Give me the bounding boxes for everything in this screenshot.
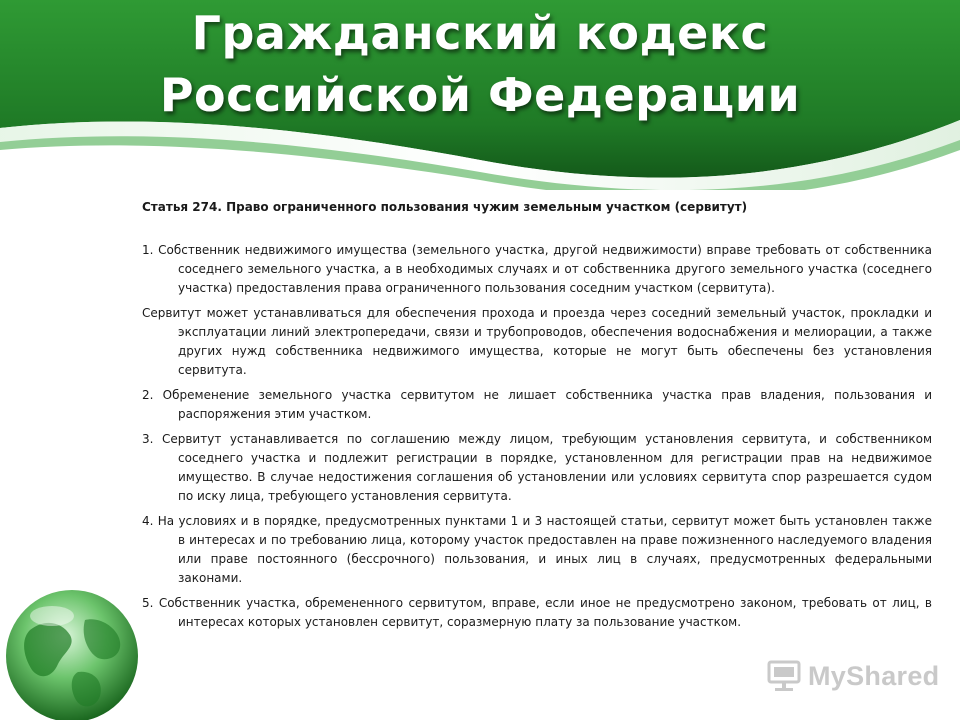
page-title [0,2,960,126]
title-line-2: Российской Федерации [159,68,801,122]
article-paragraph-4: 3. Сервитут устанавливается по соглашению между лицом, требующим установления сервитута, и собственником соседнего участка и подлежит регистрации в порядке, установленном для регистрации прав на недвижимое имущество. В случае недостижения соглашения об установлении или условиях сервитута спор разрешается судом по иску лица, требующего установления сервитута. [142,432,932,503]
article-paragraph-3: 2. Обременение земельного участка сервитутом не лишает собственника участка прав владения, пользования и распоряжения этим участком. [142,388,932,421]
globe-icon [0,580,150,720]
presentation-board-icon [766,658,802,694]
logo-text: MyShared [808,660,940,691]
myshared-logo [766,656,939,696]
article-paragraph-6: 5. Собственник участка, обремененного сервитутом, вправе, если иное не предусмотрено законом, требовать от лиц, в интересах которых установлен сервитут, соразмерную плату за пользование участком. [142,596,932,629]
article-paragraph-2: Сервитут может устанавливаться для обеспечения прохода и проезда через соседний земельный участок, прокладки и эксплуатации линий электропередачи, связи и трубопроводов, обеспечения водоснабжения и мелиорации, а также других нужд собственника недвижимого имущества, которые не могут быть обеспечены без установления сервитута. [142,306,932,377]
title-line-1: Гражданский кодекс [191,6,769,60]
article-paragraph-5: 4. На условиях и в порядке, предусмотренных пунктами 1 и 3 настоящей статьи, сервитут может быть установлен также в интересах и по требованию лица, которому участок предоставлен на праве пожизненного наследуемого владения или праве постоянного (бессрочного) пользования, и иных лиц в случаях, предусмотренных федеральными законами. [142,514,932,585]
article-heading: Статья 274. Право ограниченного пользования чужим земельным участком (сервитут) [142,200,748,214]
article-body [142,198,932,638]
article-paragraph-1: 1. Собственник недвижимого имущества (земельного участка, другой недвижимости) вправе требовать от собственника соседнего земельного участка, а в необходимых случаях и от собственника другого земельного участка (соседнего участка) предоставления права ограниченного пользования соседним участком (сервитута). [142,243,932,295]
